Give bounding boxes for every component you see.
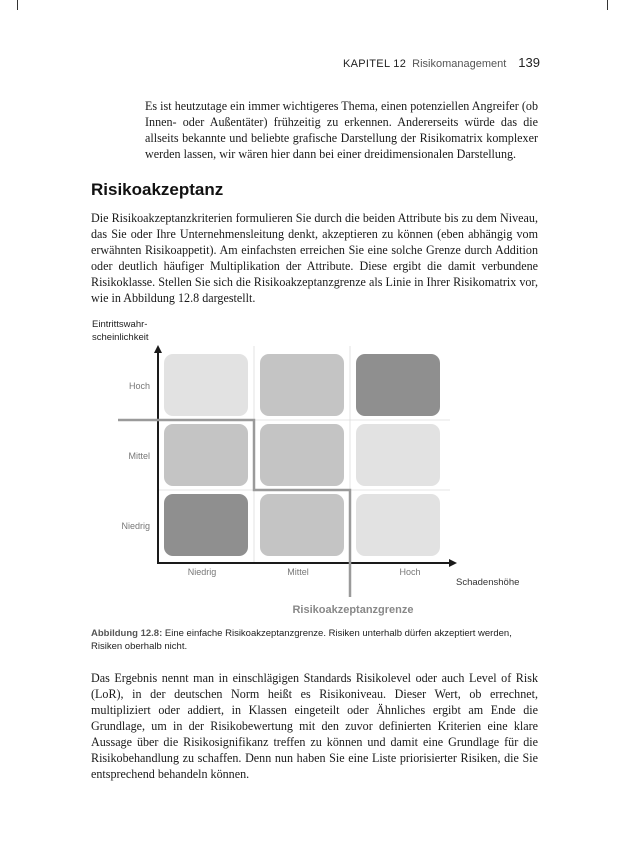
y-tick-hoch: Hoch [128,381,150,391]
y-tick-mittel: Mittel [128,451,150,461]
y-axis-label-line2: scheinlichkeit [92,332,149,343]
cell-mittel-niedrig [164,424,248,486]
cell-hoch-hoch [356,354,440,416]
matrix-cells [164,354,440,556]
section-heading: Risikoakzeptanz [91,180,224,199]
matrix-grid [158,346,450,563]
x-tick-mittel: Mittel [287,567,309,577]
figure-caption [91,627,538,653]
acceptance-boundary-line [118,420,350,597]
caption-label: Abbildung 12.8: [91,628,163,639]
page-number: 139 [518,55,540,70]
x-tick-hoch: Hoch [399,567,421,577]
crop-mark-right [607,0,608,10]
y-tick-niedrig: Niedrig [121,521,150,531]
cell-mittel-mittel [260,424,344,486]
cell-niedrig-mittel [260,494,344,556]
cell-hoch-niedrig [164,354,248,416]
x-axis-label: Schadenshöhe [456,577,520,588]
running-head [343,55,540,70]
cell-hoch-mittel [260,354,344,416]
cell-mittel-hoch [356,424,440,486]
body-paragraph-1: Die Risikoakzeptanzkriterien formulieren Sie durch die beiden Attribute bis zu dem Niveau, das Sie oder Ihre Unternehmensleitung denkt, akzeptieren zu können (eben abhängig vom erwähnten Risikoappetit). Am einfachsten erreichen Sie eine solche Grenze durch Addition oder deutlich häufiger Multiplikation der Attribute. Diese ergibt die damit verbundene Risikoklasse. Stellen Sie sich die Risikoakzeptanzgrenze als Linie in Ihrer Risikomatrix vor, wie in Abbildung 12.8 dargestellt. [91,211,538,305]
cell-niedrig-hoch [356,494,440,556]
x-tick-niedrig: Niedrig [187,567,217,577]
cell-niedrig-niedrig [164,494,248,556]
intro-paragraph: Es ist heutzutage ein immer wichtigeres Thema, einen potenziellen Angreifer (ob Innen- oder Außentäter) frühzeitig zu erkennen. Andererseits würde das die allseits bekannte und beliebte grafische Darstellung der Risikomatrix komplexer werden lassen, wir wären hier dann bei einer dreidimensionalen Darstellung. [145,99,538,161]
body-paragraph-2: Das Ergebnis nennt man in einschlägigen Standards Risikolevel oder auch Level of Risk (LoR), in der deutschen Norm heißt es Risikoniveau. Dieser Wert, ob errechnet, multipliziert oder addiert, in Klassen eingeteilt oder Ähnliches ergibt am Ende die Grundlage, um in der Risikobewertung mit den zuvor definierten Kriterien eine klare Aussage über die Risikosignifikanz treffen zu können und damit eine Grundlage für die Risikobehandlung zu schaffen. Denn nun haben Sie eine Liste priorisierter Risiken, die Sie entsprechend behandeln können. [91,671,538,781]
chapter-number: KAPITEL 12 [343,58,407,70]
crop-mark-left [17,0,18,10]
boundary-label: Risikoakzeptanzgrenze [292,604,414,616]
y-axis-label-line1: Eintrittswahr- [92,319,148,330]
caption-text: Eine einfache Risikoakzeptanzgrenze. Risiken unterhalb dürfen akzeptiert werden, Risiken oberhalb nicht. [91,628,512,652]
chapter-title: Risikomanagement [412,58,507,70]
